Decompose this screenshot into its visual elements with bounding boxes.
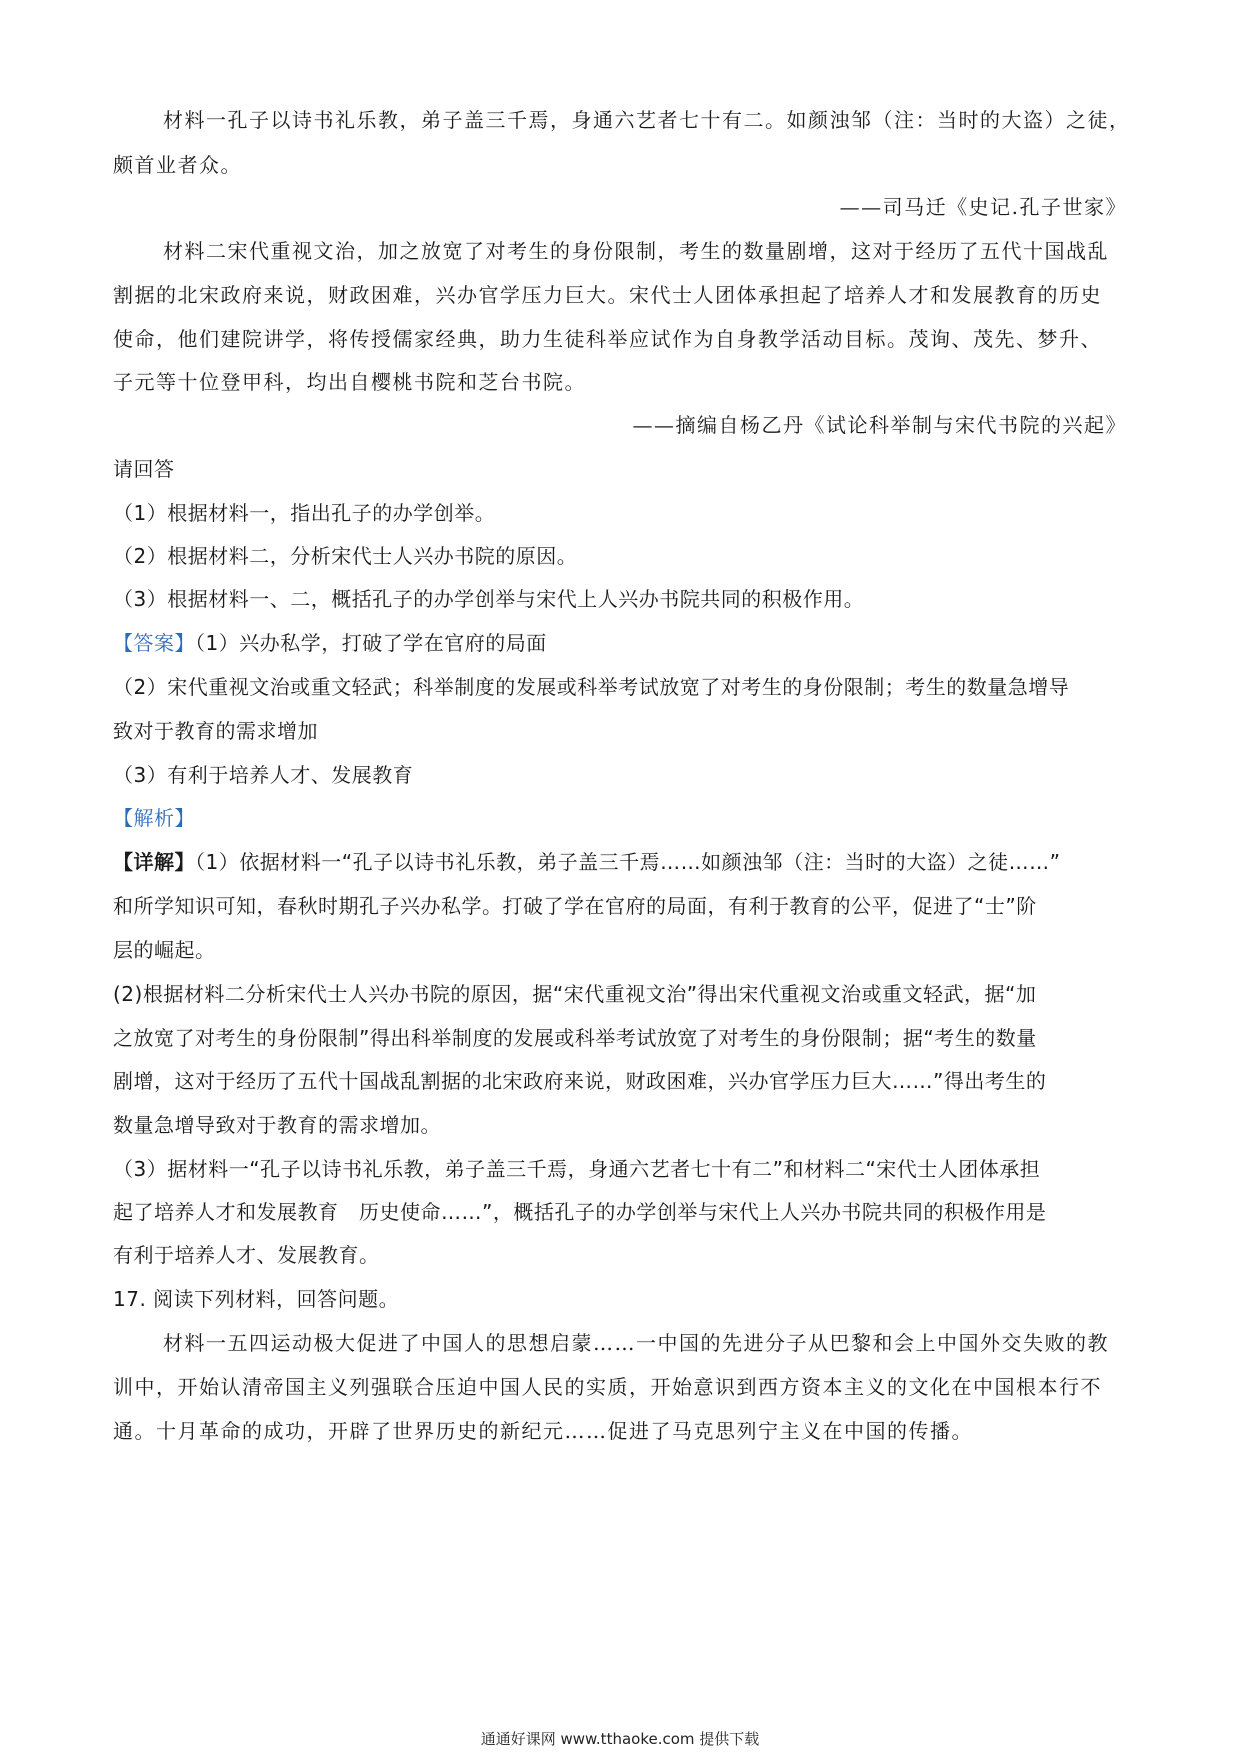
analysis-tag: 【解析】 [113, 806, 195, 830]
question-item: （3）根据材料一、二，概括孔子的办学创举与宋代上人兴办书院共同的积极作用。 [113, 587, 865, 611]
material2-source: ——摘编自杨乙丹《试论科举制与宋代书院的兴起》 [632, 413, 1127, 437]
analysis-text: 数量急增导致对于教育的需求增加。 [113, 1113, 441, 1137]
q17-material-line: 材料一五四运动极大促进了中国人的思想启蒙……一中国的先进分子从巴黎和会上中国外交失败的教 [163, 1331, 1109, 1355]
answer-item: 致对于教育的需求增加 [113, 719, 318, 743]
material2-line: 使命，他们建院讲学，将传授儒家经典，助力生徒科举应试作为自身教学活动目标。茂询、茂先、梦升、 [113, 327, 1102, 351]
answer-item: （2）宋代重视文治或重文轻武；科举制度的发展或科举考试放宽了对考生的身份限制；考生的数量急增导 [113, 675, 1070, 699]
answer-tag: 【答案】 [113, 631, 195, 655]
material1-source: ——司马迁《史记.孔子世家》 [839, 195, 1127, 219]
question-prompt: 请回答 [113, 457, 175, 481]
analysis-text: （3）据材料一“孔子以诗书礼乐教，弟子盖三千焉，身通六艺者七十有二”和材料二“宋代士人团体承担 [113, 1157, 1041, 1181]
analysis-text: (2)根据材料二分析宋代士人兴办书院的原因，据“宋代重视文治”得出宋代重视文治或重文轻武，据“加 [113, 982, 1037, 1006]
material1-line: 颇首业者众。 [113, 153, 242, 177]
q17-material-line: 训中，开始认清帝国主义列强联合压迫中国人民的实质，开始意识到西方资本主义的文化在中国根本行不 [113, 1375, 1102, 1399]
analysis-text: 层的崛起。 [113, 938, 216, 962]
q17-material-line: 通。十月革命的成功，开辟了世界历史的新纪元……促进了马克思列宁主义在中国的传播。 [113, 1419, 973, 1443]
material2-line: 子元等十位登甲科，均出自樱桃书院和芝台书院。 [113, 370, 586, 394]
detail-tag: 【详解】 [113, 850, 195, 874]
analysis-text: 有利于培养人才、发展教育。 [113, 1243, 380, 1267]
page-footer: 通通好课网 www.tthaoke.com 提供下载 [480, 1730, 760, 1748]
material2-line: 材料二宋代重视文治，加之放宽了对考生的身份限制，考生的数量剧增，这对于经历了五代十国战乱 [163, 239, 1109, 263]
answer-item: （1）兴办私学，打破了学在官府的局面 [195, 631, 547, 655]
material1-line: 材料一孔子以诗书礼乐教，弟子盖三千焉，身通六艺者七十有二。如颜浊邹（注：当时的大盗）之徒， [163, 108, 1131, 132]
answer-line [113, 628, 547, 658]
question-item: （2）根据材料二，分析宋代士人兴办书院的原因。 [113, 544, 578, 568]
answer-item: （3）有利于培养人才、发展教育 [113, 763, 414, 787]
analysis-text: 剧增，这对于经历了五代十国战乱割据的北宋政府来说，财政困难，兴办官学压力巨大……”得出考生的 [113, 1069, 1047, 1093]
analysis-text: 之放宽了对考生的身份限制”得出科举制度的发展或科举考试放宽了对考生的身份限制；据“考生的数量 [113, 1026, 1037, 1050]
question-item: （1）根据材料一，指出孔子的办学创举。 [113, 501, 496, 525]
analysis-line [113, 847, 1060, 877]
analysis-text: 和所学知识可知，春秋时期孔子兴办私学。打破了学在官府的局面，有利于教育的公平，促进了“士”阶 [113, 894, 1037, 918]
question17-title: 17. 阅读下列材料，回答问题。 [113, 1287, 400, 1311]
material2-line: 割据的北宋政府来说，财政困难，兴办官学压力巨大。宋代士人团体承担起了培养人才和发展教育的历史 [113, 283, 1102, 307]
analysis-text: （1）依据材料一“孔子以诗书礼乐教，弟子盖三千焉……如颜浊邹（注：当时的大盗）之徒……” [195, 850, 1061, 874]
analysis-text: 起了培养人才和发展教育 历史使命……”，概括孔子的办学创举与宋代上人兴办书院共同的积极作用是 [113, 1200, 1047, 1224]
